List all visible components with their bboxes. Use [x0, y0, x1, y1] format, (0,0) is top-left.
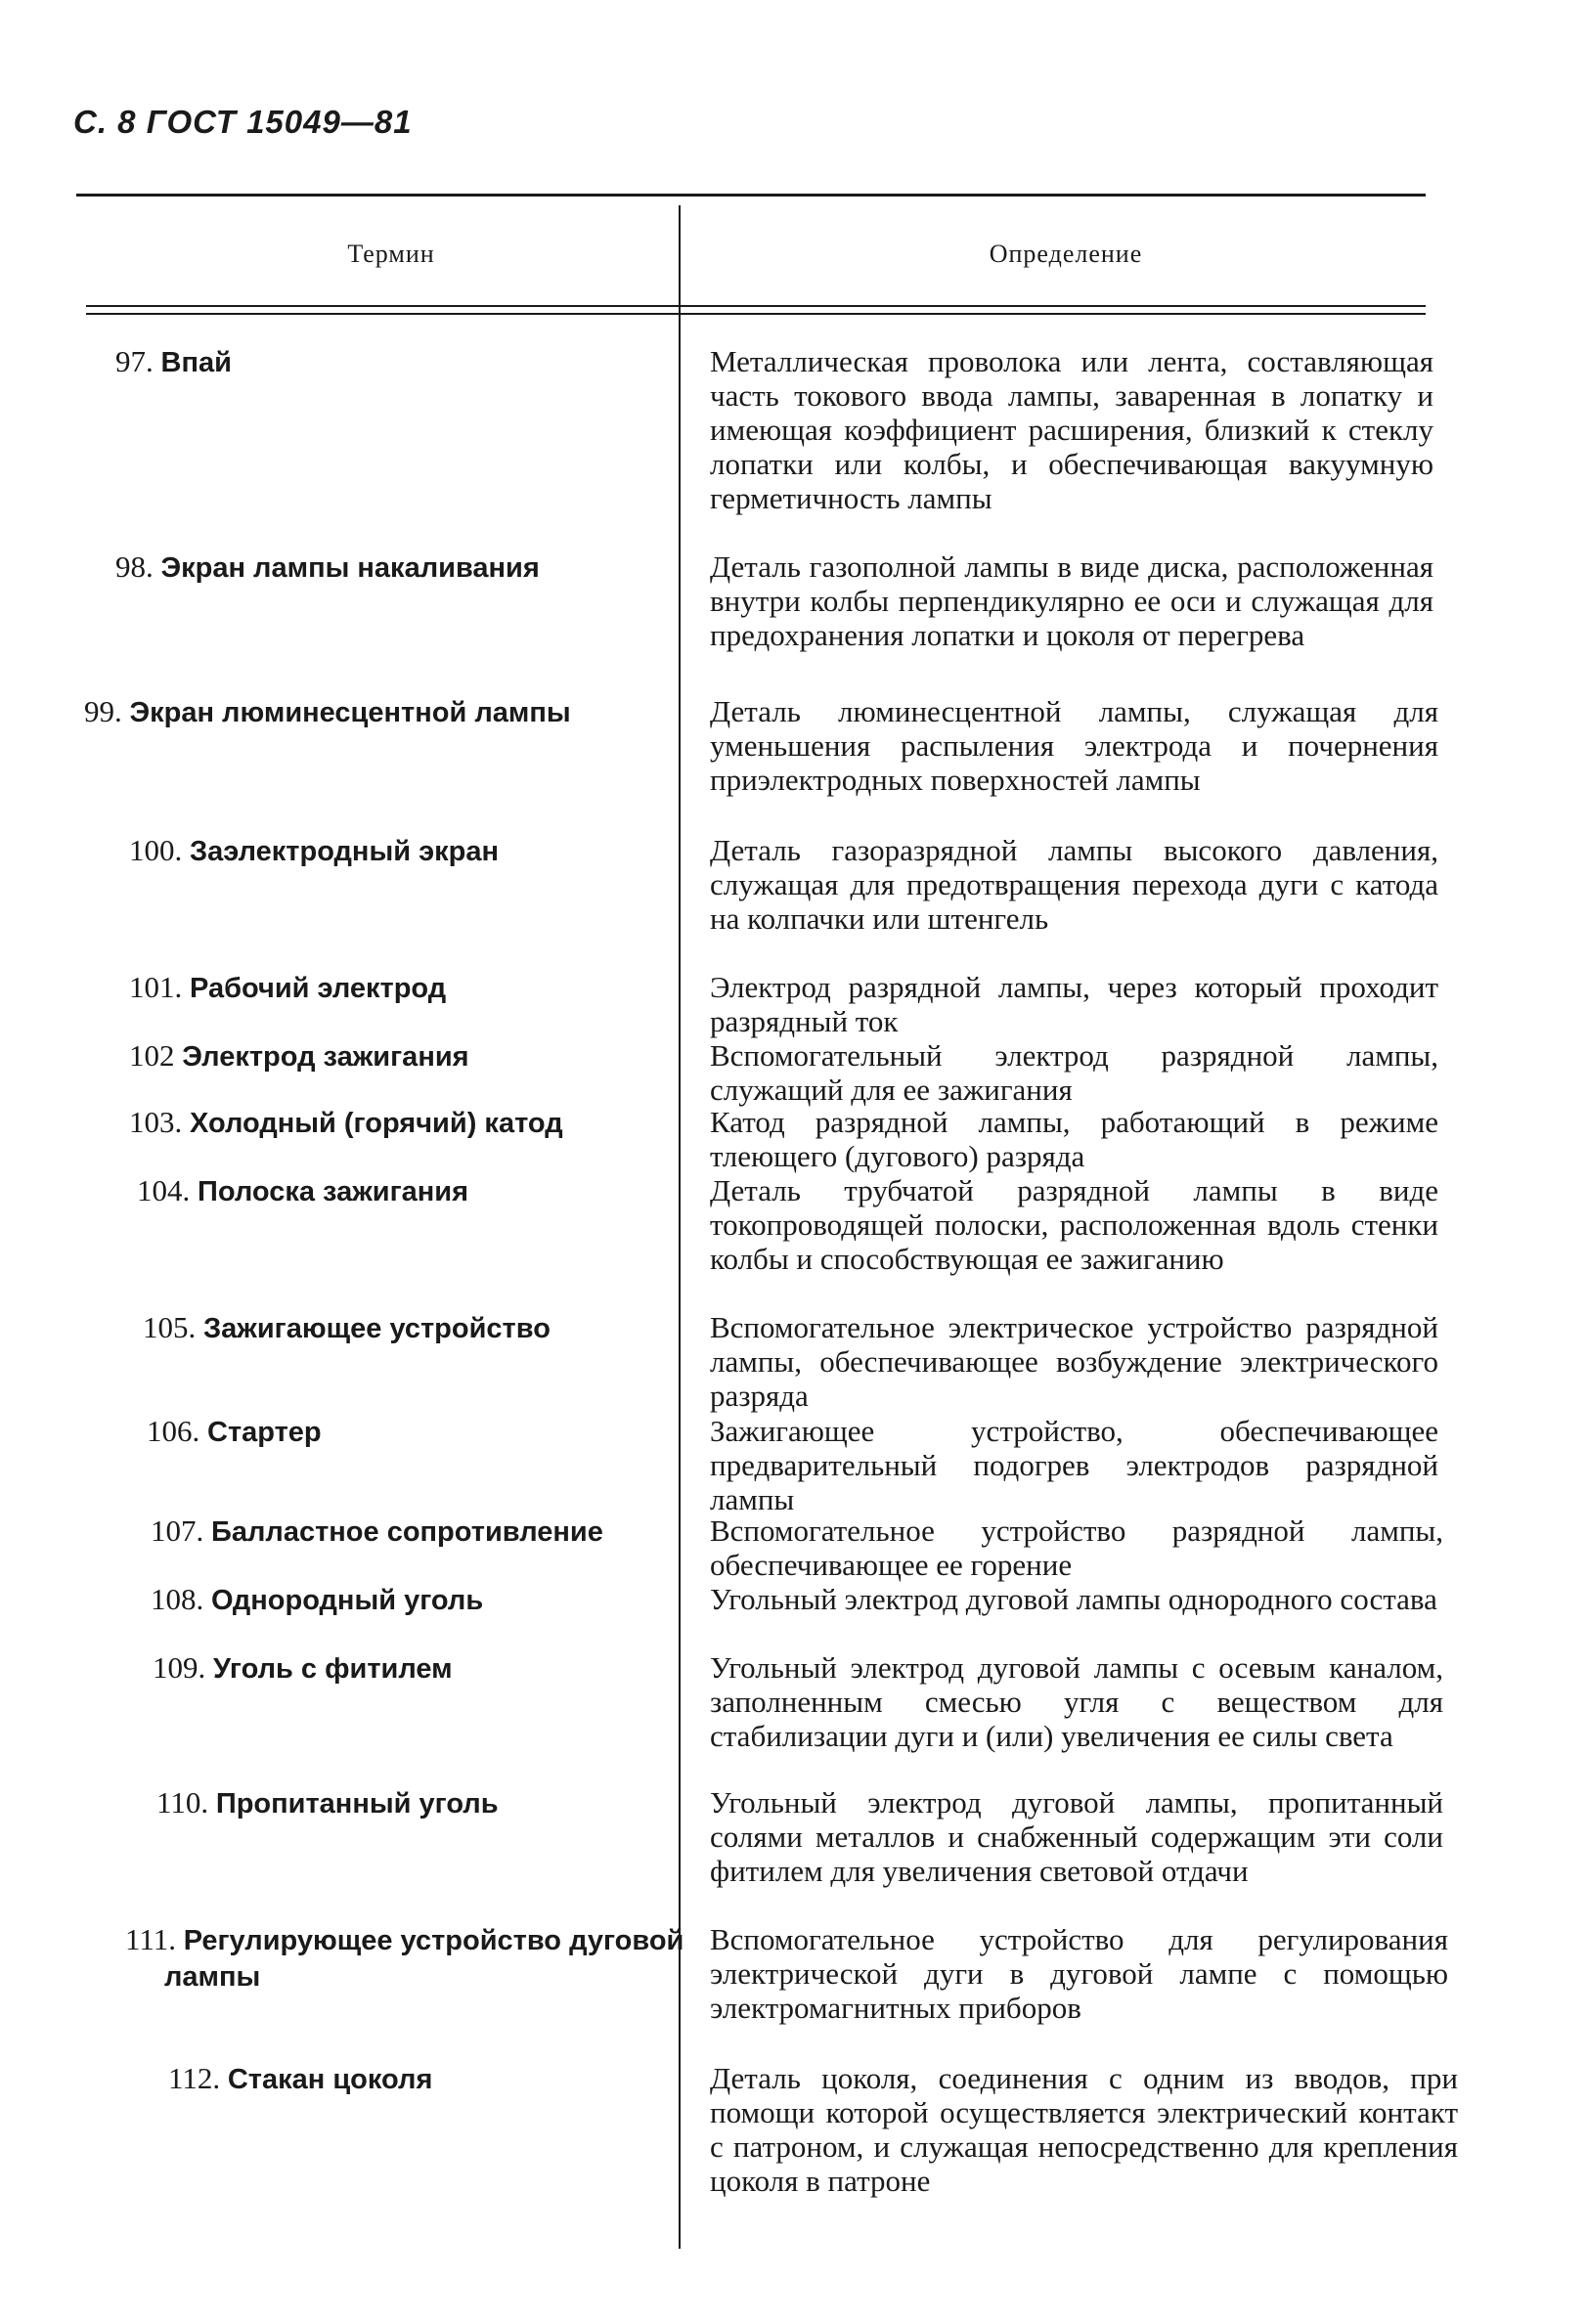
entry-term: Зажигающее устройство [203, 1313, 551, 1344]
header-bottom-rule-double [86, 313, 1426, 315]
entry-number: 110. [156, 1785, 209, 1820]
entry-definition: Металлическая проволока или лента, составляющая часть токового ввода лампы, заваренная в лопатку и имеющая коэффициент расширения, близкий к стеклу лопатки или колбы, и обеспечивающая вакуумную герметичность лампы [710, 344, 1433, 515]
entry-term: Полоска зажигания [198, 1176, 469, 1207]
entry-number: 112. [168, 2061, 221, 2095]
entry-definition: Вспомогательный электрод разрядной лампы, служащий для ее зажигания [710, 1038, 1438, 1107]
entry-number: 101. [129, 970, 183, 1004]
entry-term: Экран люминесцентной лампы [129, 697, 571, 728]
entry-definition: Угольный электрод дуговой лампы, пропитанный солями металлов и снабженный содержащим эти соли фитилем для увеличения световой отдачи [710, 1785, 1443, 1888]
table-top-rule [76, 194, 1426, 197]
entry-definition: Угольный электрод дуговой лампы с осевым каналом, заполненным смесью угля с веществом для стабилизации дуги и (или) увеличения ее силы света [710, 1650, 1443, 1753]
entry-number: 107. [151, 1513, 204, 1548]
entry-number: 108. [151, 1582, 204, 1616]
entry-term: Стакан цоколя [227, 2064, 433, 2095]
entry-number: 109. [153, 1650, 206, 1685]
entry-number: 98. [115, 549, 154, 584]
entry-term: Экран лампы накаливания [160, 552, 540, 584]
entry-definition: Вспомогательное электрическое устройство разрядной лампы, обеспечивающее возбуждение электрического разряда [710, 1310, 1438, 1413]
entry-term: Электрод зажигания [182, 1041, 469, 1073]
entry-term: Однородный уголь [211, 1585, 484, 1616]
entry-term: Холодный (горячий) катод [190, 1108, 563, 1139]
page-header: С. 8 ГОСТ 15049—81 [73, 104, 413, 140]
column-header-term: Термин [347, 240, 435, 268]
entry-number: 111. [125, 1922, 176, 1956]
header-bottom-rule [86, 305, 1426, 307]
entry-number: 100. [129, 833, 183, 867]
entry-number: 103. [129, 1105, 183, 1139]
entry-number: 106. [147, 1414, 200, 1448]
entry-definition: Вспомогательное устройство разрядной лампы, обеспечивающее ее горение [710, 1513, 1443, 1582]
entry-number: 99. [84, 694, 122, 728]
entry-term: Рабочий электрод [190, 973, 447, 1004]
entry-term: Балластное сопротивление [211, 1516, 603, 1548]
column-header-definition: Определение [989, 240, 1143, 268]
entry-definition: Деталь цоколя, соединения с одним из вводов, при помощи которой осуществляется электрический контакт с патроном, и служащая непосредственно для крепления цоколя в патроне [710, 2061, 1458, 2198]
entry-definition: Деталь люминесцентной лампы, служащая для уменьшения распыления электрода и почернения приэлектродных поверхностей лампы [710, 694, 1438, 797]
entry-number: 105. [143, 1310, 197, 1344]
entry-term: Впай [160, 347, 232, 378]
entry-term: Заэлектродный экран [190, 836, 499, 867]
entry-number: 104. [137, 1173, 191, 1207]
entry-definition: Вспомогательное устройство для регулирования электрической дуги в дуговой лампе с помощью электромагнитных приборов [710, 1922, 1448, 2025]
entry-definition: Деталь трубчатой разрядной лампы в виде токопроводящей полоски, расположенная вдоль стенки колбы и способствующая ее зажиганию [710, 1173, 1438, 1276]
entry-definition: Катод разрядной лампы, работающий в режиме тлеющего (дугового) разряда [710, 1105, 1438, 1173]
entry-definition: Зажигающее устройство, обеспечивающее предварительный подогрев электродов разрядной лампы [710, 1414, 1438, 1516]
entry-term: Уголь с фитилем [213, 1653, 453, 1685]
entry-definition: Угольный электрод дуговой лампы однородного состава [710, 1582, 1437, 1616]
entry-number: 97. [115, 344, 154, 378]
entry-term: Пропитанный уголь [215, 1788, 499, 1820]
entry-term: Стартер [207, 1417, 322, 1448]
entry-term: Регулирующее устройство дуговой лампы [164, 1925, 684, 1993]
entry-definition: Деталь газоразрядной лампы высокого давления, служащая для предотвращения перехода дуги с катода на колпачки или штенгель [710, 833, 1438, 936]
entry-number: 102 [129, 1038, 175, 1073]
entry-definition: Электрод разрядной лампы, через который проходит разрядный ток [710, 970, 1438, 1038]
entry-definition: Деталь газополной лампы в виде диска, расположенная внутри колбы перпендикулярно ее оси и служащая для предохранения лопатки и цоколя от перегрева [710, 549, 1433, 652]
